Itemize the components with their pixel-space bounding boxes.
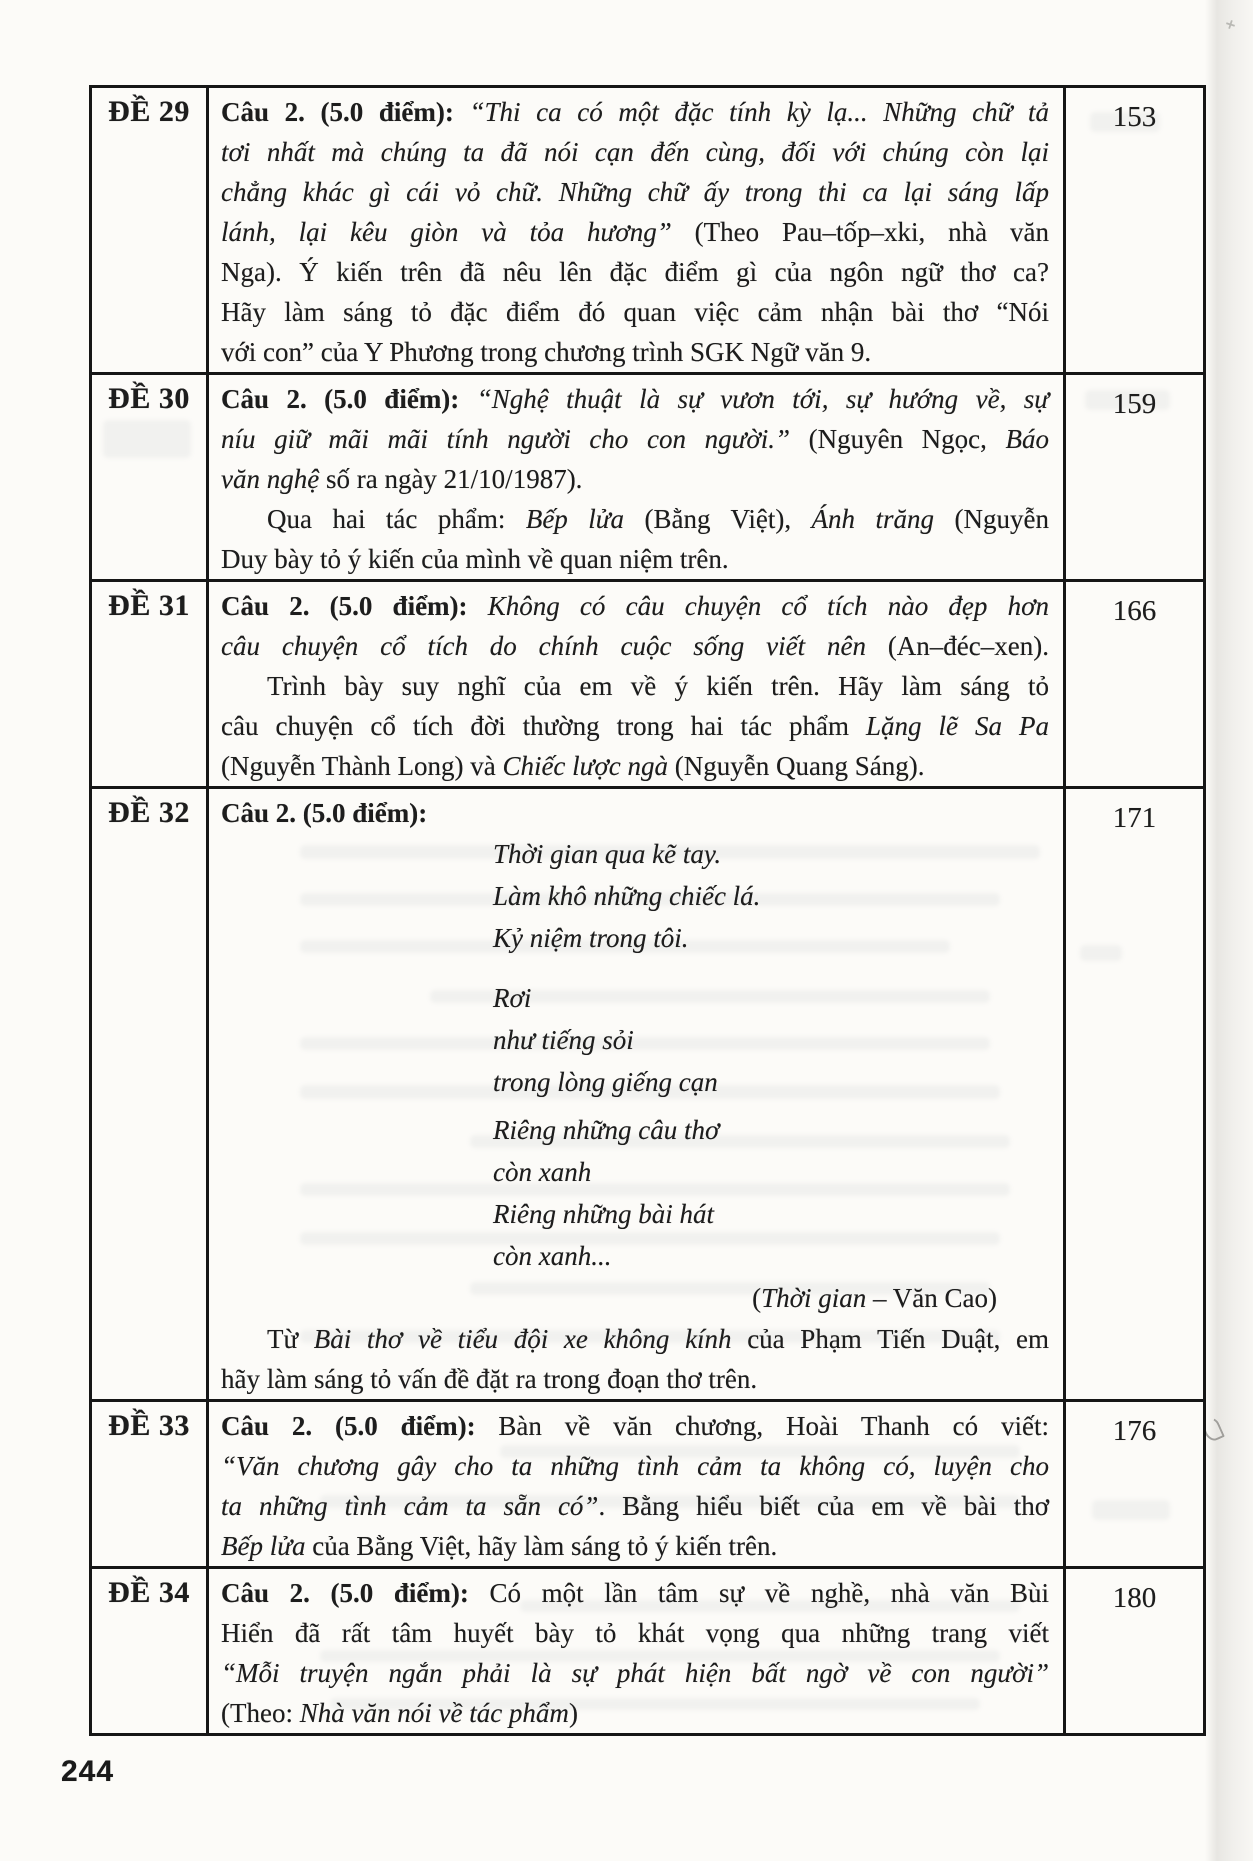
question-line: chẳng khác gì cái vỏ chữ. Những chữ ấy trong thi ca lại sáng lấp [221, 177, 1049, 207]
page-ref: 159 [1112, 388, 1157, 420]
question-line: Trình bày suy nghĩ của em về ý kiến trên. Hãy làm sáng tỏ [267, 671, 1049, 701]
question-cell [209, 88, 1066, 372]
page-ref: 166 [1112, 595, 1157, 627]
question-line: văn nghệ số ra ngày 21/10/1987). [221, 464, 583, 494]
question-line: Câu 2. (5.0 điểm): Không có câu chuyện cổ tích nào đẹp hơn [221, 591, 1050, 621]
de-label: ĐỀ 33 [108, 1409, 190, 1442]
page-number-cell [1066, 1402, 1203, 1566]
scan-speck [1225, 19, 1236, 30]
de-label: ĐỀ 34 [108, 1576, 190, 1609]
de-label: ĐỀ 30 [108, 382, 190, 415]
de-number-cell [92, 582, 209, 786]
de-number-cell [92, 375, 209, 579]
page-number-cell [1066, 1569, 1203, 1733]
question-line: hãy làm sáng tỏ vấn đề đặt ra trong đoạn thơ trên. [221, 1364, 758, 1394]
question-line: Từ Bài thơ về tiểu đội xe không kính của Phạm Tiến Duật, em [267, 1324, 1049, 1354]
de-number-cell [92, 1402, 209, 1566]
poem-line: Làm khô những chiếc lá. [493, 881, 761, 911]
page-number-cell [1066, 582, 1203, 786]
page-ref: 180 [1112, 1582, 1157, 1614]
poem-line: Thời gian qua kẽ tay. [493, 839, 722, 869]
footer-page-number: 244 [61, 1755, 115, 1788]
question-cell [209, 375, 1066, 579]
page-edge-shadow [1205, 0, 1253, 1861]
question-line: câu chuyện cổ tích đời thường trong hai tác phẩm Lặng lẽ Sa Pa [221, 711, 1050, 741]
poem-line: Riêng những bài hát [493, 1199, 714, 1229]
page-number-cell [1066, 375, 1203, 579]
de-number-cell [92, 88, 209, 372]
contents-table [89, 85, 1206, 1736]
question-line: “Mỗi truyện ngắn phải là sự phát hiện bất ngờ về con người” [221, 1658, 1049, 1688]
question-line: với con” của Y Phương trong chương trình SGK Ngữ văn 9. [221, 337, 872, 367]
question-line: Câu 2. (5.0 điểm): [221, 798, 428, 828]
de-number-cell [92, 789, 209, 1399]
page-ref: 171 [1112, 802, 1157, 834]
poem-line: Kỷ niệm trong tôi. [493, 923, 689, 953]
de-label: ĐỀ 31 [108, 589, 190, 622]
poem-line: như tiếng sỏi [493, 1025, 634, 1055]
poem-line: trong lòng giếng cạn [493, 1067, 718, 1097]
page-number-cell [1066, 88, 1203, 372]
question-line: Câu 2. (5.0 điểm): Có một lần tâm sự về nghề, nhà văn Bùi [221, 1578, 1050, 1608]
table-row [92, 88, 1203, 372]
question-line: níu giữ mãi mãi tính người cho con người.” (Nguyên Ngọc, Báo [221, 424, 1049, 454]
question-line: Qua hai tác phẩm: Bếp lửa (Bằng Việt), Ánh trăng (Nguyễn [267, 504, 1049, 534]
question-line: Bếp lửa của Bằng Việt, hãy làm sáng tỏ ý kiến trên. [221, 1531, 778, 1561]
question-line: câu chuyện cổ tích do chính cuộc sống viết nên (An–đéc–xen). [221, 631, 1049, 661]
page-ref: 153 [1112, 101, 1157, 133]
question-cell [209, 1402, 1066, 1566]
poem-line: Riêng những câu thơ [493, 1115, 720, 1145]
poem-line: Rơi [493, 983, 532, 1013]
question-line: “Văn chương gây cho ta những tình cảm ta không có, luyện cho [221, 1451, 1049, 1481]
question-line: Hiển đã rất tâm huyết bày tỏ khát vọng qua những trang viết [221, 1618, 1049, 1648]
table-row [92, 372, 1203, 579]
poem-line: còn xanh... [493, 1241, 612, 1271]
question-line: Câu 2. (5.0 điểm): Bàn về văn chương, Hoài Thanh có viết: [221, 1411, 1049, 1441]
question-cell [209, 789, 1066, 1399]
question-line: Hãy làm sáng tỏ đặc điểm đó quan việc cảm nhận bài thơ “Nói [221, 297, 1049, 327]
table-row [92, 786, 1203, 1399]
poem-line: còn xanh [493, 1157, 592, 1187]
de-number-cell [92, 1569, 209, 1733]
question-cell [209, 582, 1066, 786]
question-line: lánh, lại kêu giòn và tỏa hương” (Theo Pau–tốp–xki, nhà văn [221, 217, 1049, 247]
question-line: (Nguyễn Thành Long) và Chiếc lược ngà (Nguyễn Quang Sáng). [221, 751, 925, 781]
de-label: ĐỀ 32 [108, 796, 190, 829]
question-cell [209, 1569, 1066, 1733]
question-line: Câu 2. (5.0 điểm): “Nghệ thuật là sự vươn tới, sự hướng về, sự [221, 384, 1049, 414]
question-line: ta những tình cảm ta sẵn có”. Bằng hiểu biết của em về bài thơ [221, 1491, 1049, 1521]
attribution-line: (Thời gian – Văn Cao) [752, 1283, 997, 1313]
question-line: tơi nhất mà chúng ta đã nói cạn đến cùng, đối với chúng còn lại [221, 137, 1049, 167]
question-line: (Theo: Nhà văn nói về tác phẩm) [221, 1698, 578, 1728]
de-label: ĐỀ 29 [108, 95, 190, 128]
table-row [92, 579, 1203, 786]
table-row [92, 1399, 1203, 1566]
question-line: Duy bày tỏ ý kiến của mình về quan niệm trên. [221, 544, 729, 574]
question-line: Nga). Ý kiến trên đã nêu lên đặc điểm gì của ngôn ngữ thơ ca? [221, 257, 1049, 287]
page-number-cell [1066, 789, 1203, 1399]
question-line: Câu 2. (5.0 điểm): “Thi ca có một đặc tính kỳ lạ... Những chữ tả [221, 97, 1049, 127]
page-ref: 176 [1112, 1415, 1157, 1447]
table-row [92, 1566, 1203, 1733]
